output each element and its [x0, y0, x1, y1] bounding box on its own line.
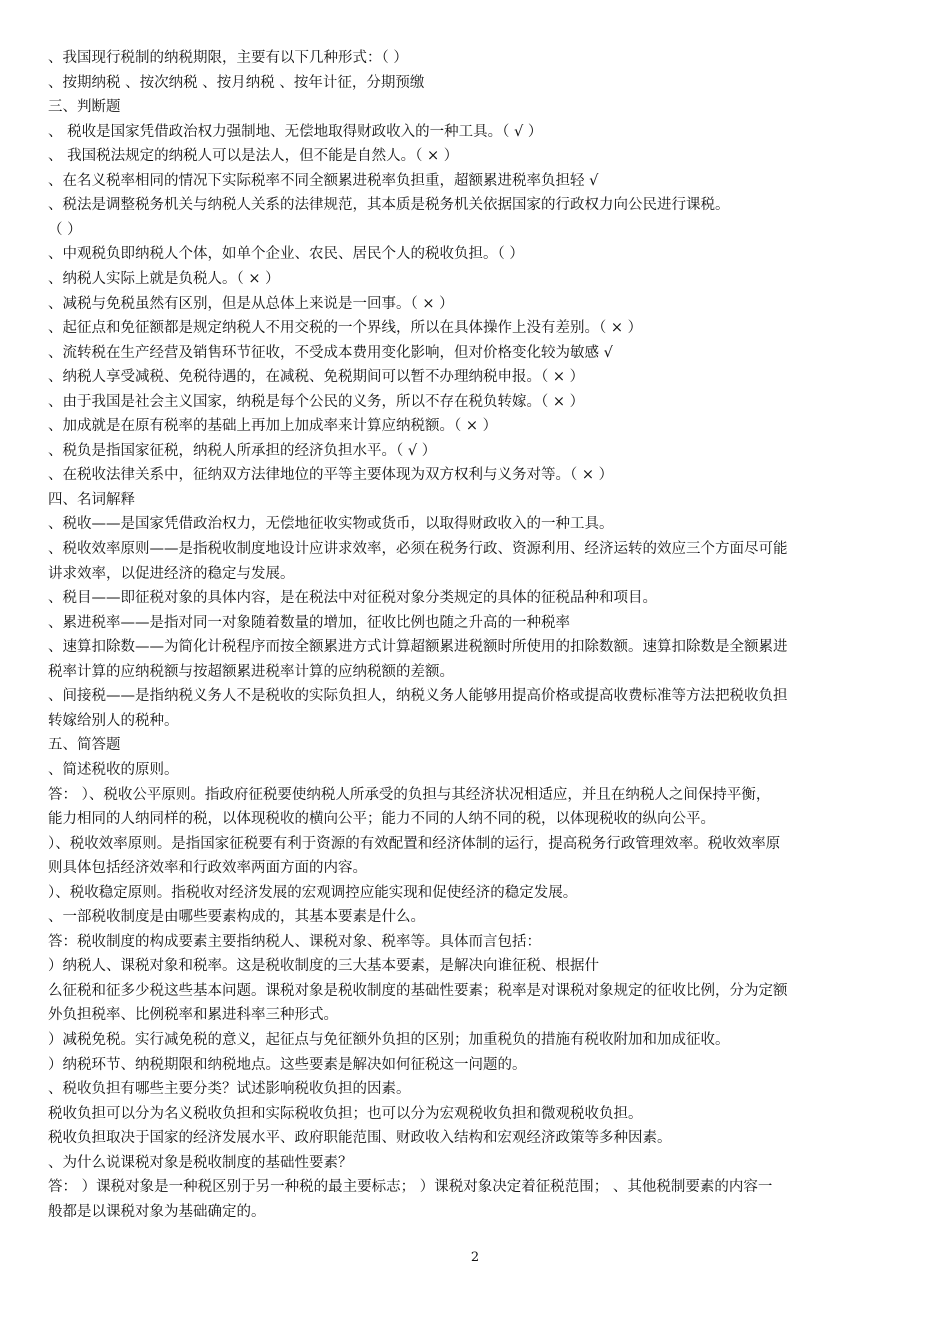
- text-line: 五、简答题: [48, 737, 121, 754]
- text-line: 、由于我国是社会主义国家，纳税是每个公民的义务，所以不存在税负转嫁。（ × ）: [48, 393, 585, 410]
- text-line: 讲求效率，以促进经济的稳定与发展。: [48, 565, 295, 582]
- text-line: 、中观税负即纳税人个体，如单个企业、农民、居民个人的税收负担。（ ）: [48, 246, 524, 263]
- text-line: 、减税与免税虽然有区别，但是从总体上来说是一回事。（ × ）: [48, 295, 454, 312]
- text-line: ）、税收效率原则。是指国家征税要有利于资源的有效配置和经济体制的运行，提高税务行政管理效率。税收效率原: [48, 835, 781, 852]
- text-line: 答：税收制度的构成要素主要指纳税人、课税对象、税率等。具体而言包括：: [48, 933, 541, 950]
- text-line: 、纳税人实际上就是负税人。（ × ）: [48, 270, 280, 287]
- text-line: 、税负是指国家征税，纳税人所承担的经济负担水平。（ √ ）: [48, 442, 437, 459]
- text-line: 外负担税率、比例税率和累进科率三种形式。: [48, 1007, 338, 1024]
- text-line: 、按期纳税 、按次纳税 、按月纳税 、按年计征，分期预缴: [48, 74, 425, 91]
- text-line: 税率计算的应纳税额与按超额累进税率计算的应纳税额的差额。: [48, 663, 454, 680]
- text-line: 能力相同的人纳同样的税，以体现税收的横向公平；能力不同的人纳不同的税，以体现税收的纵向公平。: [48, 811, 715, 828]
- page-number: 2: [470, 1250, 480, 1265]
- text-line: ）减税免税。实行减免税的意义，起征点与免征额外负担的区别；加重税负的措施有税收附加和加成征收。: [48, 1032, 730, 1048]
- text-line: 般都是以课税对象为基础确定的。: [48, 1203, 266, 1220]
- text-line: 答： ）课税对象是一种税区别于另一种税的最主要标志； ）课税对象决定着征税范围； 、其他税制要素的内容一: [48, 1179, 773, 1196]
- text-line: 、税目——即征税对象的具体内容，是在税法中对征税对象分类规定的具体的征税品种和项目。: [48, 590, 657, 607]
- text-line: 、一部税收制度是由哪些要素构成的，其基本要素是什么。: [48, 909, 425, 926]
- text-line: 税收负担取决于国家的经济发展水平、政府职能范围、财政收入结构和宏观经济政策等多种因素。: [48, 1130, 672, 1147]
- text-line: ）、税收稳定原则。指税收对经济发展的宏观调控应能实现和促使经济的稳定发展。: [48, 884, 578, 901]
- text-line: 、间接税——是指纳税义务人不是税收的实际负担人，纳税义务人能够用提高价格或提高收费标准等方法把税收负担: [48, 688, 788, 705]
- text-line: （ ）: [48, 221, 82, 238]
- text-line: ）纳税环节、纳税期限和纳税地点。这些要素是解决如何征税这一问题的。: [48, 1056, 527, 1073]
- text-line: 、税收——是国家凭借政治权力，无偿地征收实物或货币，以取得财政收入的一种工具。: [48, 516, 614, 533]
- text-line: 、为什么说课税对象是税收制度的基础性要素？: [48, 1154, 353, 1171]
- text-line: 转嫁给别人的税种。: [48, 712, 179, 729]
- text-line: 、起征点和免征额都是规定纳税人不用交税的一个界线，所以在具体操作上没有差别。（ × ）: [48, 320, 643, 337]
- text-line: ）纳税人、课税对象和税率。这是税收制度的三大基本要素，是解决向谁征税、根据什: [48, 958, 599, 975]
- text-line: 、 我国税法规定的纳税人可以是法人，但不能是自然人。（ × ）: [48, 148, 459, 165]
- text-line: 、简述税收的原则。: [48, 761, 179, 778]
- text-line: 、在名义税率相同的情况下实际税率不同全额累进税率负担重，超额累进税率负担轻 √: [48, 172, 599, 189]
- text-line: 三、判断题: [48, 99, 121, 116]
- text-line: 、我国现行税制的纳税期限，主要有以下几种形式：（ ）: [48, 50, 408, 66]
- text-line: 、流转税在生产经营及销售环节征收，不受成本费用变化影响，但对价格变化较为敏感 √: [48, 344, 613, 361]
- text-line: 、累进税率——是指对同一对象随着数量的增加，征收比例也随之升高的一种税率: [48, 614, 570, 631]
- text-line: 、加成就是在原有税率的基础上再加上加成率来计算应纳税额。（ × ）: [48, 418, 498, 435]
- text-line: 税收负担可以分为名义税收负担和实际税收负担；也可以分为宏观税收负担和微观税收负担。: [48, 1105, 643, 1122]
- text-line: 四、名词解释: [48, 491, 135, 508]
- text-line: 则具体包括经济效率和行政效率两面方面的内容。: [48, 860, 367, 877]
- text-line: 、税法是调整税务机关与纳税人关系的法律规范，其本质是税务机关依据国家的行政权力向公民进行课税。: [48, 197, 730, 214]
- text-line: 、 税收是国家凭借政治权力强制地、无偿地取得财政收入的一种工具。（ √ ）: [48, 123, 543, 140]
- text-line: 、税收效率原则——是指税收制度地设计应讲求效率，必须在税务行政、资源利用、经济运转的效应三个方面尽可能: [48, 541, 788, 557]
- text-line: 、速算扣除数——为简化计税程序而按全额累进方式计算超额累进税额时所使用的扣除数额。速算扣除数是全额累进: [48, 639, 788, 656]
- text-line: 、纳税人享受减税、免税待遇的，在减税、免税期间可以暂不办理纳税申报。（ × ）: [48, 369, 585, 386]
- text-line: 、税收负担有哪些主要分类？试述影响税收负担的因素。: [48, 1081, 411, 1098]
- text-line: 、在税收法律关系中，征纳双方法律地位的平等主要体现为双方权利与义务对等。（ × ）: [48, 467, 614, 484]
- text-line: 么征税和征多少税这些基本问题。课税对象是税收制度的基础性要素；税率是对课税对象规定的征收比例，分为定额: [48, 982, 788, 999]
- text-line: 答： ）、税收公平原则。指政府征税要使纳税人所承受的负担与其经济状况相适应，并且在纳税人之间保持平衡，: [48, 786, 771, 803]
